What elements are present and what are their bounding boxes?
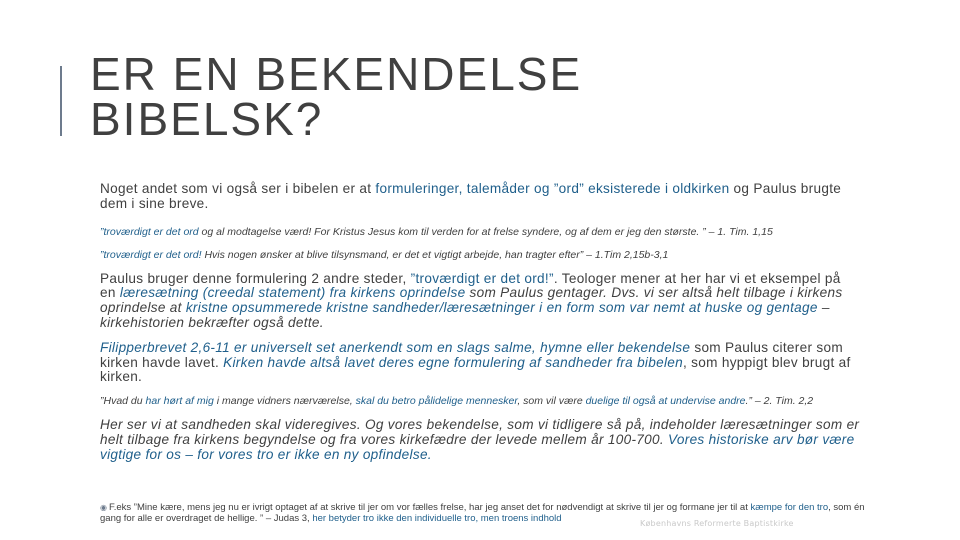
highlight: her betyder tro ikke den individuelle tro, men troens indhold bbox=[312, 513, 562, 524]
highlight: formuleringer, talemåder og ”ord” eksisterede i oldkirken bbox=[375, 181, 730, 196]
highlight: ”troværdigt er det ord!” bbox=[410, 270, 554, 286]
quote-1-tim-3-1 bbox=[100, 249, 860, 262]
paragraph-paulus bbox=[100, 272, 860, 331]
text: Paulus bruger denne formulering 2 andre steder, bbox=[100, 270, 411, 286]
highlight: læresætning (creedal statement) fra kirkens oprindelse bbox=[119, 285, 466, 301]
highlight: skal du betro pålidelige mennesker bbox=[355, 395, 518, 408]
text: som Paulus gentager. Dvs. vi ser altså helt tilbage i kirkens oprindelse at bbox=[100, 285, 843, 316]
text: som Paulus citerer som kirken havde lavet. bbox=[100, 339, 843, 370]
paragraph-filipperbrevet bbox=[100, 341, 860, 385]
paragraph-conclusion bbox=[100, 418, 860, 462]
quote-1-tim-1-15 bbox=[100, 226, 860, 239]
text: F.eks ”Mine kære, mens jeg nu er ivrigt optaget af at skrive til jer om vor fælles frelse, har jeg anset det for nødvendigt at skrive til jer og formane jer til at bbox=[108, 502, 751, 513]
highlight: kristne opsummerede kristne sandheder/læresætninger i en form som var nemt at huske og gentage bbox=[185, 300, 818, 316]
paragraph-intro bbox=[100, 182, 860, 212]
text: .” – 2. Tim. 2,2 bbox=[745, 395, 814, 408]
highlight: duelige til også at undervise andre bbox=[585, 395, 746, 408]
highlight: ”troværdigt er det ord bbox=[100, 225, 199, 238]
title-line-2: BIBELSK? bbox=[90, 93, 324, 145]
slide-body bbox=[100, 182, 860, 463]
slide-title bbox=[90, 48, 583, 145]
text: Noget andet som vi også ser i bibelen er at bbox=[100, 181, 376, 196]
quote-2-tim-2-2 bbox=[100, 395, 860, 408]
watermark-logo-text: Københavns Reformerte Baptistkirke bbox=[640, 519, 794, 528]
text: , som én gang for alle er overdraget de hellige. ” – Judas 3, bbox=[100, 502, 865, 524]
text: – kirkehistorien bekræfter også dette. bbox=[100, 300, 830, 330]
text: , som vil være bbox=[517, 395, 586, 408]
text: . Teologer mener at her har vi et eksempel på en bbox=[100, 270, 841, 301]
text: Her ser vi at sandheden skal videregives. Og vores bekendelse, som vi tidligere så på, indeholder læresætninger som er helt tilbage fra kirkens begyndelse og fra vores kirkefædre der levede mellem år 100-700. bbox=[100, 417, 860, 447]
text: og Paulus brugte dem i sine breve. bbox=[100, 181, 842, 211]
bullet-icon: ◉ bbox=[100, 503, 107, 512]
highlight: Kirken havde altså lavet deres egne formulering af sandheder fra bibelen bbox=[223, 354, 684, 370]
highlight: Filipperbrevet 2,6-11 er universelt set anerkendt som en slags salme, hymne eller bekendelse bbox=[100, 339, 691, 355]
highlight: Vores historiske arv bør være vigtige for os – for vores tro er ikke en ny opfindelse. bbox=[100, 431, 855, 462]
highlight: ”troværdigt er det ord! bbox=[100, 248, 202, 261]
text: i mange vidners nærværelse, bbox=[213, 395, 356, 408]
highlight: har hørt af mig bbox=[145, 395, 214, 408]
text: ”Hvad du bbox=[100, 395, 146, 408]
highlight: kæmpe for den tro bbox=[750, 502, 829, 513]
title-accent-bar bbox=[60, 66, 62, 136]
text: , som hyppigt blev brugt af kirken. bbox=[100, 354, 851, 385]
title-line-1: ER EN BEKENDELSE bbox=[90, 48, 583, 100]
text: og al modtagelse værd! For Kristus Jesus kom til verden for at frelse syndere, og af dem er jeg den største. ” – 1. Tim. 1,15 bbox=[198, 225, 773, 238]
text: Hvis nogen ønsker at blive tilsynsmand, er det et vigtigt arbejde, han tragter efter” – 1.Tim 2,15b-3,1 bbox=[201, 248, 669, 261]
